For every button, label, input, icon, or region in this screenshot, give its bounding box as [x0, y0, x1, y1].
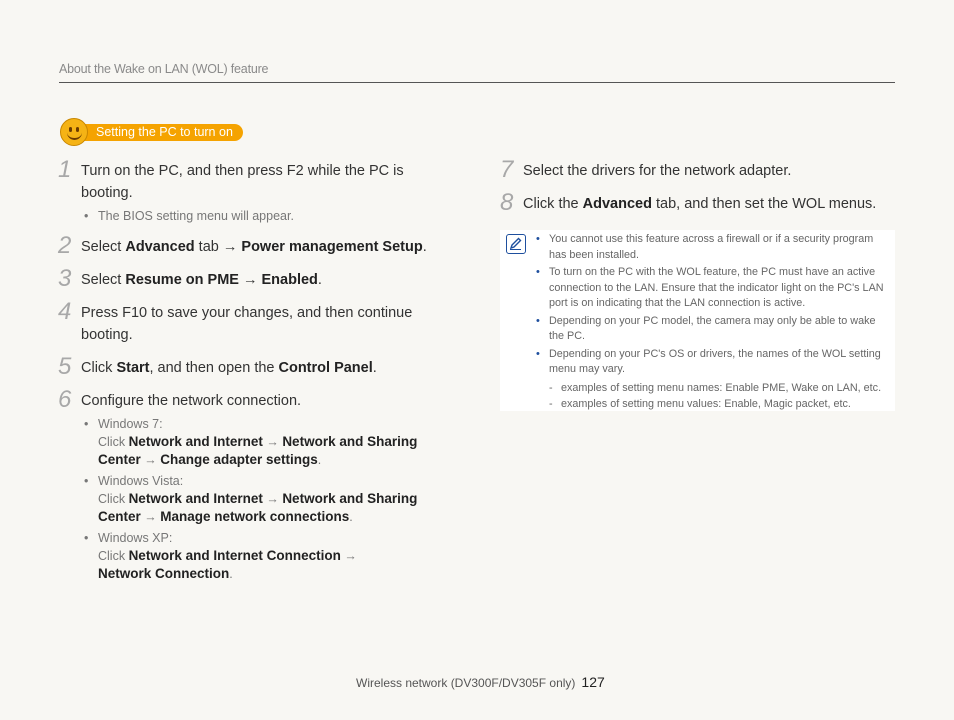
page-header-title: About the Wake on LAN (WOL) feature: [59, 62, 269, 76]
os-option-xp: • Windows XP: Click Network and Internet Connection → Network Connection.: [81, 529, 438, 583]
step-6: [58, 386, 438, 583]
step-4: [58, 298, 438, 346]
os-option-vista: • Windows Vista: Click Network and Internet → Network and Sharing Center → Manage network connections.: [81, 472, 438, 526]
step-text: Configure the network connection.: [81, 393, 302, 409]
step-number: 2: [58, 232, 72, 259]
arrow-icon: →: [222, 239, 238, 255]
step-7: [500, 156, 895, 183]
note-item: • To turn on the PC with the WOL feature, the PC must have an active connection to the LAN. Ensure that the indicator light on the PC's LAN port is on indicating that the LAN connection is active.: [536, 265, 891, 312]
note-item: • You cannot use this feature across a firewall or if a security program has been installed.: [536, 232, 891, 263]
menu-start: Start: [116, 360, 150, 376]
menu-enabled: Enabled: [261, 272, 318, 288]
arrow-icon: →: [144, 510, 157, 524]
note-item: • Depending on your PC's OS or drivers, the names of the WOL setting menu may vary.: [536, 347, 891, 378]
step-text: Turn on the PC, and then press F2 while the PC is booting.: [81, 163, 404, 201]
step-number: 4: [58, 298, 72, 325]
menu-resume-on-pme: Resume on PME: [125, 272, 239, 288]
note-item: • Depending on your PC model, the camera may only be able to wake the PC.: [536, 314, 891, 345]
menu-advanced: Advanced: [125, 239, 195, 255]
smiley-icon: [60, 118, 88, 146]
right-column: [500, 156, 895, 226]
section-badge: [60, 118, 243, 146]
arrow-icon: →: [266, 435, 279, 449]
menu-advanced-tab: Advanced: [582, 196, 652, 212]
step-number: 6: [58, 386, 72, 413]
note-list: [536, 232, 891, 412]
step-text: Press F10 to save your changes, and then continue booting.: [81, 305, 413, 343]
step-number: 5: [58, 353, 72, 380]
step-number: 8: [500, 189, 514, 216]
menu-control-panel: Control Panel: [278, 360, 373, 376]
arrow-icon: →: [266, 492, 279, 506]
step-2: 2 Select Advanced tab → Power management Setup.: [58, 232, 427, 259]
page-number: 127: [581, 674, 605, 690]
note-subitem: - examples of setting menu values: Enable, Magic packet, etc.: [536, 396, 891, 412]
note-pencil-icon: [506, 234, 526, 254]
arrow-icon: →: [242, 272, 258, 288]
page-footer: [356, 674, 605, 690]
step-5: 5 Click Start, and then open the Control Panel.: [58, 353, 377, 380]
step-3: 3 Select Resume on PME → Enabled.: [58, 265, 322, 292]
step-1: [58, 156, 438, 225]
arrow-icon: →: [144, 453, 157, 467]
step-note: • The BIOS setting menu will appear.: [81, 207, 438, 225]
note-subitem: - examples of setting menu names: Enable PME, Wake on LAN, etc.: [536, 380, 891, 396]
os-option-win7: • Windows 7: Click Network and Internet → Network and Sharing Center → Change adapter settings.: [81, 415, 438, 469]
header-divider: [59, 82, 895, 83]
arrow-icon: →: [344, 549, 357, 563]
step-number: 1: [58, 156, 72, 183]
left-column: [58, 156, 438, 594]
section-label: Setting the PC to turn on: [82, 124, 243, 141]
note-box: [500, 230, 895, 411]
step-text: Select the drivers for the network adapter.: [523, 163, 792, 179]
menu-power-management-setup: Power management Setup: [241, 239, 423, 255]
step-number: 7: [500, 156, 514, 183]
footer-section: Wireless network (DV300F/DV305F only): [356, 676, 576, 690]
step-8: 8 Click the Advanced tab, and then set the WOL menus.: [500, 189, 877, 216]
step-number: 3: [58, 265, 72, 292]
